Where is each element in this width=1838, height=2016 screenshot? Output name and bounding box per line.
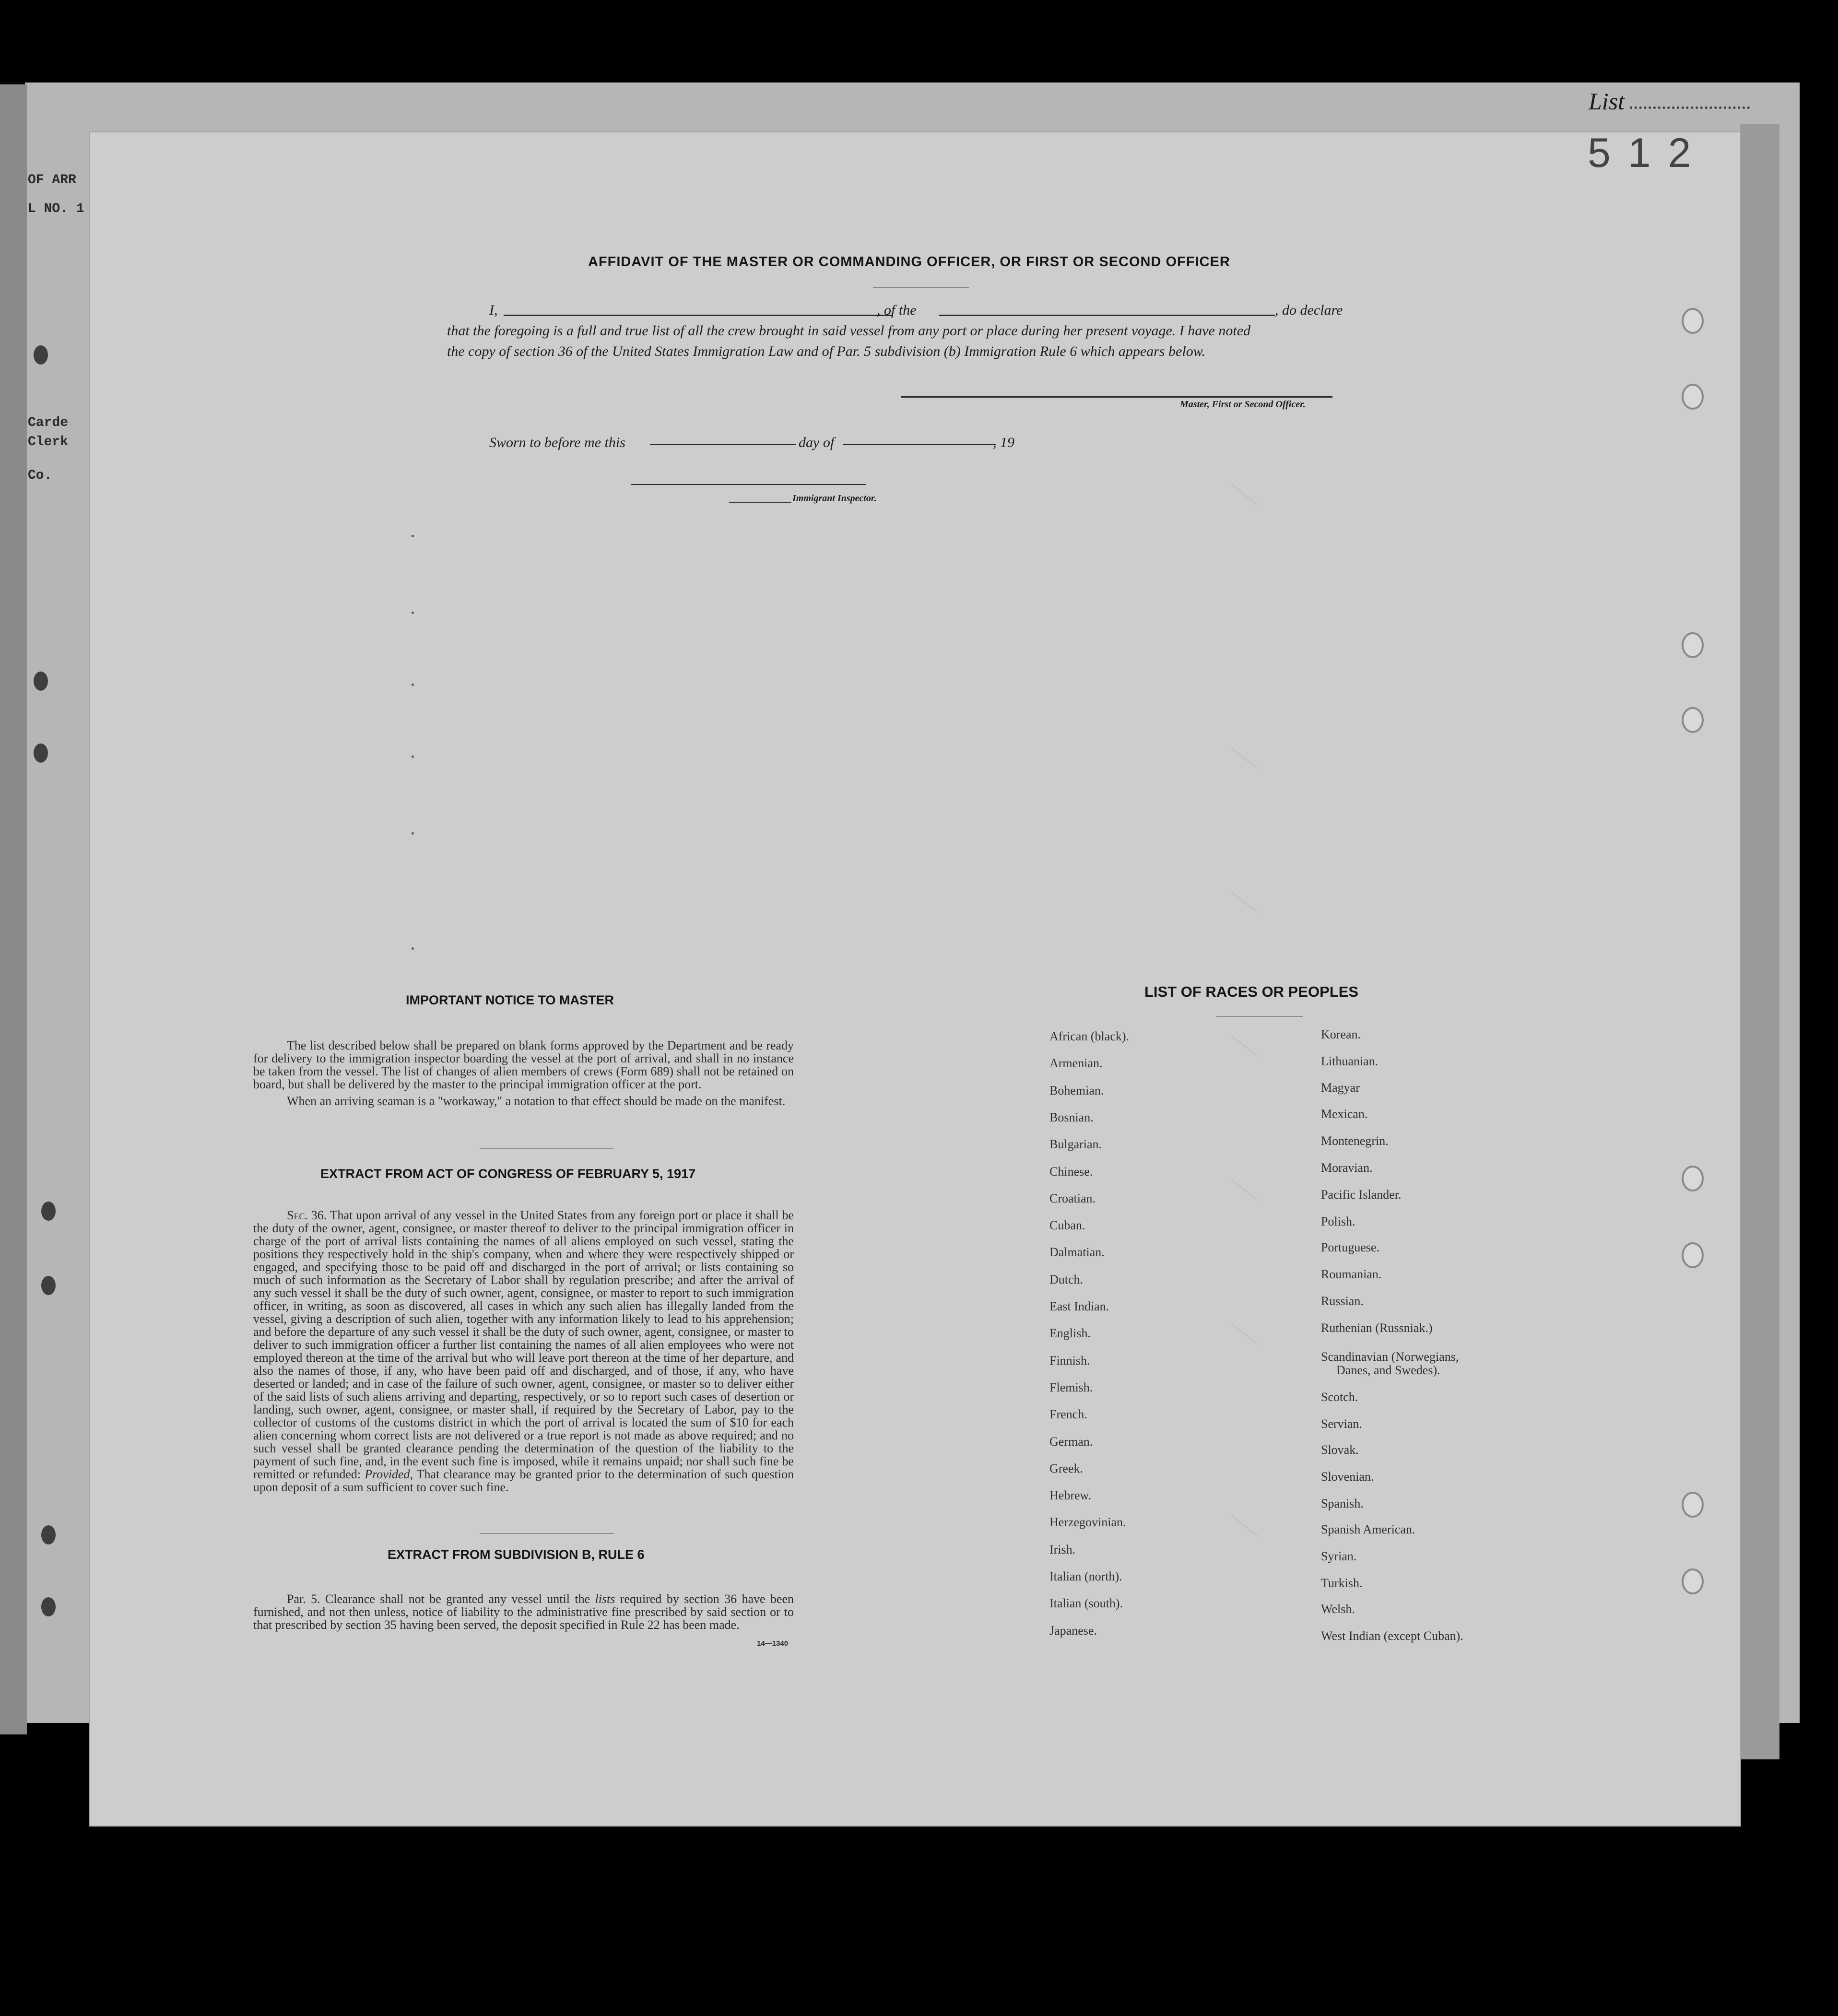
race-item: Italian (north). — [1049, 1569, 1122, 1583]
punch-hole — [1682, 384, 1704, 410]
margin-dot — [412, 947, 414, 950]
punch-hole — [1682, 707, 1704, 733]
edge-fragment: Carde — [28, 415, 69, 430]
provided-text: That clearance may be granted prior to the determination of such question upon deposit of a sum sufficient to cover such fine. — [253, 1467, 794, 1494]
form-number: 14—1340 — [757, 1639, 789, 1648]
race-item: Korean. — [1321, 1027, 1361, 1041]
back-sheet-hole — [41, 1276, 56, 1295]
race-item: Montenegrin. — [1321, 1134, 1389, 1148]
race-item: Japanese. — [1049, 1624, 1097, 1638]
vessel-name-blank[interactable] — [939, 315, 1275, 316]
right-page-shadow — [1740, 124, 1779, 1759]
affidavit-i-prefix: I, — [489, 302, 498, 318]
list-label: List — [1589, 88, 1625, 115]
provided-label: Provided, — [365, 1467, 413, 1481]
affidavit-line-2: that the foregoing is a full and true list of all the crew brought in said vessel from any port or place during her present voyage. I have noted — [447, 323, 1251, 339]
race-item: Greek. — [1049, 1462, 1084, 1475]
margin-dot — [412, 684, 414, 686]
edge-fragment: Clerk — [28, 435, 69, 449]
back-sheet-hole — [41, 1597, 56, 1616]
inspector-signature-blank[interactable] — [631, 484, 866, 485]
race-item: East Indian. — [1049, 1299, 1109, 1313]
race-item: Pacific Islander. — [1321, 1188, 1402, 1202]
race-item: Armenian. — [1049, 1056, 1103, 1070]
race-item: Chinese. — [1049, 1165, 1093, 1179]
margin-dot — [412, 535, 414, 537]
extract-rule-title: EXTRACT FROM SUBDIVISION B, RULE 6 — [388, 1547, 645, 1562]
back-sheet-hole — [34, 743, 48, 763]
race-item: Mexican. — [1321, 1107, 1368, 1121]
race-item: Moravian. — [1321, 1161, 1373, 1175]
race-item: Spanish. — [1321, 1497, 1364, 1510]
affidavit-title: AFFIDAVIT OF THE MASTER OR COMMANDING OFFICER, OR FIRST OR SECOND OFFICER — [588, 254, 1230, 270]
race-item: Danes, and Swedes). — [1336, 1363, 1440, 1377]
notice-body — [253, 1039, 794, 1108]
race-item: Syrian. — [1321, 1549, 1357, 1563]
race-item: Irish. — [1049, 1543, 1076, 1556]
race-item: Italian (south). — [1049, 1596, 1123, 1610]
punch-hole — [1682, 1568, 1704, 1594]
extract-rule-body — [253, 1592, 794, 1631]
race-item: Turkish. — [1321, 1576, 1363, 1590]
edge-fragment: Co. — [28, 468, 52, 483]
sworn-year-prefix: , 19 — [993, 435, 1014, 450]
back-sheet-hole — [34, 672, 48, 691]
race-item: Slovenian. — [1321, 1470, 1374, 1484]
race-item: Dalmatian. — [1049, 1245, 1105, 1259]
punch-hole — [1682, 1492, 1704, 1518]
section-label: Sec. 36. — [287, 1208, 327, 1222]
back-sheet-hole — [41, 1525, 56, 1544]
affidavit-do-declare: , do declare — [1275, 302, 1343, 318]
race-item: Servian. — [1321, 1417, 1362, 1431]
handwritten-page-mark: 5 1 2 — [1588, 130, 1694, 176]
race-item: Polish. — [1321, 1214, 1355, 1228]
punch-hole — [1682, 632, 1704, 658]
divider — [480, 1533, 614, 1534]
race-item: German. — [1049, 1435, 1093, 1449]
race-item: Scotch. — [1321, 1390, 1358, 1404]
race-item: Scandinavian (Norwegians, — [1321, 1350, 1459, 1364]
race-item: Ruthenian (Russniak.) — [1321, 1321, 1433, 1335]
race-item: Magyar — [1321, 1081, 1360, 1095]
section-36-text: That upon arrival of any vessel in the United States from any foreign port or place it shall be the duty of the owner, agent, consignee, or master thereof to deliver to the principal immigration officer in charge of the port of arrival lists containing the names of all aliens employed on such vessel, stating the positions they respectively hold in the ship's company, when and where they were respectively shipped or engaged, and specifying those to be paid off and discharged in the port of arrival; or lists containing so much of such information as the Secretary of Labor shall by regulation prescribe; and after the arrival of any such vessel it shall be the duty of such owner, agent, consignee, or master to report to such immigration officer, in writing, as soon as discovered, all cases in which any such alien has illegally landed from the vessel, giving a description of such alien, together with any information likely to lead to his apprehension; and before the departure of any such vessel it shall be the duty of such owner, agent, consignee, or master to deliver to such immigration officer a further list containing the names of all alien employees who were not employed thereon at the time of the arrival but who will leave port thereon at the time of her departure, and also the names of those, if any, who have been paid off and discharged, and of those, if any, who have deserted or landed; and in case of the failure of such owner, agent, consignee, or master so to deliver either of the said lists of such aliens arriving and departing, respectively, or so to report such cases of desertion or landing, such owner, agent, consignee, or master shall, if required by the Secretary of Labor, pay to the collector of customs of the customs district in which the port of arrival is located the sum of $10 for each alien concerning whom correct lists are not delivered or a true report is not made as above required; and no such vessel shall be granted clearance pending the determination of the question of the liability to the payment of such fine, and, in the event such fine is imposed, while it remains unpaid; nor shall such fine be remitted or refunded: — [253, 1208, 794, 1481]
race-item: French. — [1049, 1407, 1087, 1421]
race-item: Russian. — [1321, 1294, 1364, 1308]
race-item: Bulgarian. — [1049, 1137, 1102, 1151]
punch-hole — [1682, 1166, 1704, 1191]
race-item: Dutch. — [1049, 1273, 1084, 1286]
back-sheet-hole — [41, 1202, 56, 1221]
extract-act-title: EXTRACT FROM ACT OF CONGRESS OF FEBRUARY 5, 1917 — [320, 1167, 696, 1181]
punch-hole — [1682, 308, 1704, 334]
race-item: Portuguese. — [1321, 1240, 1380, 1254]
races-right-column — [1321, 1028, 1609, 1652]
race-item: Slovak. — [1321, 1443, 1359, 1457]
race-item: Spanish American. — [1321, 1522, 1415, 1536]
sworn-day-blank[interactable] — [650, 444, 796, 445]
officer-signature-blank[interactable] — [901, 396, 1332, 398]
signature-caption: Master, First or Second Officer. — [1180, 399, 1306, 410]
margin-dot — [412, 755, 414, 758]
margin-dot — [412, 612, 414, 614]
extract-act-body — [253, 1209, 794, 1494]
races-title: LIST OF RACES OR PEOPLES — [1144, 983, 1359, 1000]
back-sheet-hole — [34, 345, 48, 365]
affidavit-of-the: , of the — [877, 302, 917, 318]
edge-fragment: OF ARR — [28, 173, 76, 188]
race-item: Croatian. — [1049, 1191, 1096, 1205]
race-item: Bosnian. — [1049, 1110, 1094, 1124]
margin-dot — [412, 832, 414, 835]
race-item: Hebrew. — [1049, 1488, 1092, 1502]
inspector-caption: Immigrant Inspector. — [792, 493, 877, 504]
race-item: Bohemian. — [1049, 1084, 1104, 1097]
race-item: African (black). — [1049, 1029, 1130, 1043]
sworn-month-blank[interactable] — [843, 444, 996, 445]
notice-title: IMPORTANT NOTICE TO MASTER — [406, 993, 614, 1007]
rule-par-prefix: Par. 5. Clearance shall not be granted any vessel until the — [287, 1592, 590, 1606]
divider — [480, 1148, 614, 1149]
race-item: Roumanian. — [1321, 1267, 1382, 1281]
divider — [1216, 1016, 1303, 1017]
rule-par-text: required by section 36 have been furnished, and not then unless, notice of liability to the administrative fine prescribed by said section or to that prescribed by section 35 having been served, the deposit specified in Rule 22 has been made. — [253, 1592, 794, 1632]
edge-fragment: L NO. 1 — [28, 201, 84, 216]
races-left-column — [1049, 1030, 1318, 1654]
divider — [873, 287, 969, 288]
race-item: English. — [1049, 1326, 1091, 1340]
race-item: Lithuanian. — [1321, 1054, 1378, 1068]
notice-para-1: The list described below shall be prepared on blank forms approved by the Department and be ready for delivery to the immigration inspector boarding the vessel at the port of arrival, and shall in no instance be taken from the vessel. The list of changes of alien members of crews (Form 689) shall not be retained on board, but shall be delivered by the master to the principal immigration officer at the port. — [253, 1038, 794, 1091]
race-item: Finnish. — [1049, 1354, 1090, 1368]
race-item: Flemish. — [1049, 1380, 1093, 1394]
race-item: Cuban. — [1049, 1218, 1085, 1232]
sworn-prefix: Sworn to before me this — [489, 435, 625, 450]
affidavit-line-3: the copy of section 36 of the United States Immigration Law and of Par. 5 subdivision (b) Immigration Rule 6 which appears below. — [447, 343, 1205, 359]
master-name-blank[interactable] — [504, 315, 892, 316]
notice-para-2: When an arriving seaman is a "workaway," a notation to that effect should be made on the manifest. — [287, 1094, 786, 1108]
race-item: Welsh. — [1321, 1602, 1355, 1616]
left-binding-strip — [0, 84, 27, 1734]
rule-lists-word: lists — [595, 1592, 615, 1606]
race-item: Herzegovinian. — [1049, 1515, 1126, 1529]
sworn-day-of: day of — [799, 435, 835, 450]
race-item: West Indian (except Cuban). — [1321, 1629, 1463, 1643]
punch-hole — [1682, 1242, 1704, 1268]
inspector-caption-lead — [729, 502, 791, 503]
list-number-blank — [1630, 106, 1750, 109]
